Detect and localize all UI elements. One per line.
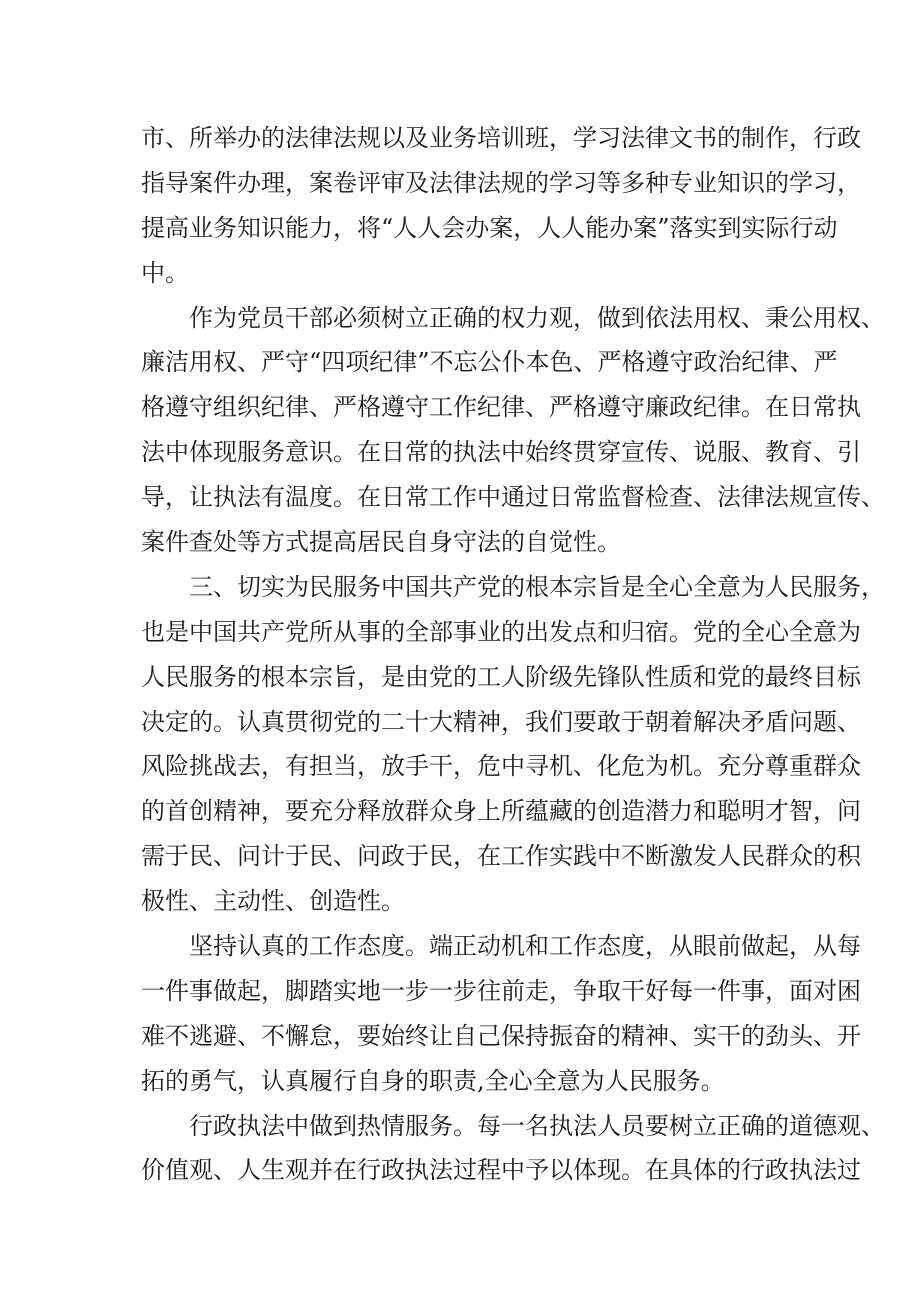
text-line: 提高业务知识能力，将“人人会办案，人人能办案”落实到实际行动 [141, 213, 838, 242]
paragraph [141, 924, 861, 1104]
text-line: 格遵守组织纪律、严格遵守工作纪律、严格遵守廉政纪律。在日常执 [141, 393, 861, 422]
text-line: 价值观、人生观并在行政执法过程中予以体现。在具体的行政执法过 [141, 1156, 861, 1185]
paragraph [141, 296, 885, 565]
text-line: 难不逃避、不懈怠，要始终让自己保持振奋的精神、实干的劲头、开 [141, 1021, 861, 1050]
text-line: 法中体现服务意识。在日常的执法中始终贯穿宣传、说服、教育、引 [141, 438, 861, 467]
text-line: 拓的勇气，认真履行自身的职责,全心全意为人民服务。 [141, 1066, 725, 1095]
text-line: 风险挑战去，有担当，放手干，危中寻机、化危为机。充分尊重群众 [141, 752, 861, 781]
text-line: 廉洁用权、严守“四项纪律”不忘公仆本色、严格遵守政治纪律、严 [141, 348, 838, 377]
text-line: 坚持认真的工作态度。端正动机和工作态度，从眼前做起，从每 [189, 932, 861, 961]
text-line: 指导案件办理，案卷评审及法律法规的学习等多种专业知识的学习， [141, 168, 861, 197]
text-line: 行政执法中做到热情服务。每一名执法人员要树立正确的道德观、 [189, 1111, 885, 1140]
text-line: 的首创精神，要充分释放群众身上所蕴藏的创造潜力和聪明才智，问 [141, 797, 861, 826]
text-line: 人民服务的根本宗旨，是由党的工人阶级先锋队性质和党的最终目标 [141, 662, 861, 691]
text-line: 极性、主动性、创造性。 [141, 887, 405, 916]
text-line: 作为党员干部必须树立正确的权力观，做到依法用权、秉公用权、 [189, 303, 885, 332]
document-body [141, 116, 885, 1193]
text-line: 导，让执法有温度。在日常工作中通过日常监督检查、法律法规宣传、 [141, 483, 885, 512]
text-line: 需于民、问计于民、问政于民，在工作实践中不断激发人民群众的积 [141, 842, 861, 871]
text-line: 一件事做起，脚踏实地一步一步往前走，争取干好每一件事，面对困 [141, 976, 861, 1005]
text-line: 中。 [141, 258, 189, 287]
text-line: 案件查处等方式提高居民自身守法的自觉性。 [141, 528, 621, 557]
text-line: 也是中国共产党所从事的全部事业的出发点和归宿。党的全心全意为 [141, 617, 861, 646]
paragraph [141, 565, 885, 924]
text-line: 市、所举办的法律法规以及业务培训班，学习法律文书的制作，行政 [141, 124, 861, 152]
paragraph [141, 116, 861, 296]
text-line: 三、切实为民服务中国共产党的根本宗旨是全心全意为人民服务， [189, 572, 885, 601]
text-line: 决定的。认真贯彻党的二十大精神，我们要敢于朝着解决矛盾问题、 [141, 707, 861, 736]
paragraph [141, 1104, 885, 1194]
